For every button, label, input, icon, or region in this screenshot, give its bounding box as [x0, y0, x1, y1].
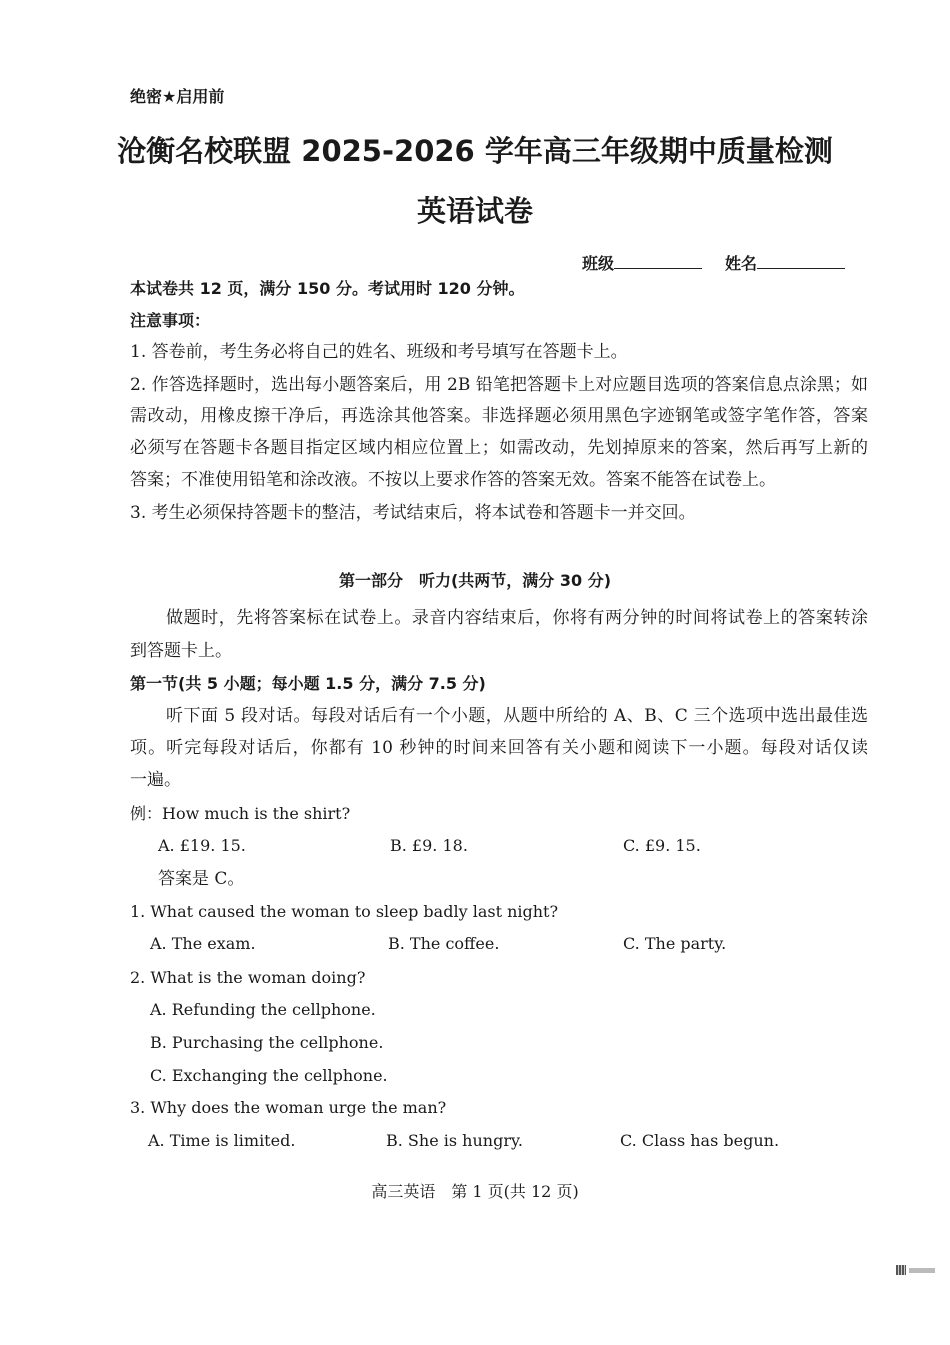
notice-line: 必须写在答题卡各题目指定区域内相应位置上；如需改动，先划掉原来的答案，然后再写上新的: [130, 438, 868, 458]
q2-option-b: B. Purchasing the cellphone.: [150, 1033, 384, 1052]
q1-option-c: C. The party.: [623, 934, 727, 953]
section1-intro: 听下面 5 段对话。每段对话后有一个小题，从题中所给的 A、B、C 三个选项中选出最佳选: [166, 706, 868, 726]
class-label: 班级: [582, 254, 615, 273]
question-1: 1. What caused the woman to sleep badly last night?: [130, 902, 559, 921]
notice-heading: 注意事项：: [130, 311, 211, 330]
example-option-a: A. £19. 15.: [158, 836, 246, 855]
question-2: 2. What is the woman doing?: [130, 968, 366, 987]
subject-title: 英语试卷: [416, 194, 533, 228]
notice-line: 2. 作答选择题时，选出每小题答案后，用 2B 铅笔把答题卡上对应题目选项的答案信息点涂黑；如: [130, 375, 868, 395]
watermark-logo-icon: [896, 1264, 936, 1276]
q3-option-a: A. Time is limited.: [148, 1131, 296, 1150]
example-answer: 答案是 C。: [158, 869, 245, 889]
example-option-c: C. £9. 15.: [623, 836, 701, 855]
q1-option-b: B. The coffee.: [388, 934, 500, 953]
section1-intro: 项。听完每段对话后，你都有 10 秒钟的时间来回答有关小题和阅读下一小题。每段对话仅读: [130, 738, 868, 758]
section1-intro: 一遍。: [130, 770, 181, 790]
example-question: 例：How much is the shirt?: [130, 804, 351, 823]
name-label: 姓名: [725, 254, 758, 273]
notice-line: 1. 答卷前，考生务必将自己的姓名、班级和考号填写在答题卡上。: [130, 342, 628, 362]
name-field[interactable]: [725, 252, 845, 275]
q1-option-a: A. The exam.: [150, 934, 256, 953]
question-3: 3. Why does the woman urge the man?: [130, 1098, 447, 1117]
example-option-b: B. £9. 18.: [390, 836, 468, 855]
page-footer: 高三英语 第 1 页(共 12 页): [371, 1182, 579, 1201]
notice-line: 需改动，用橡皮擦干净后，再选涂其他答案。非选择题必须用黑色字迹钢笔或签字笔作答，答案: [130, 406, 868, 426]
part1-intro: 到答题卡上。: [130, 641, 232, 661]
notice-line: 答案；不准使用铅笔和涂改液。不按以上要求作答的答案无效。答案不能答在试卷上。: [130, 470, 776, 490]
notice-line: 3. 考生必须保持答题卡的整洁，考试结束后，将本试卷和答题卡一并交回。: [130, 503, 696, 523]
confidential-label: 绝密★启用前: [130, 87, 225, 106]
q3-option-c: C. Class has begun.: [620, 1131, 780, 1150]
part1-heading: 第一部分 听力(共两节，满分 30 分): [338, 571, 612, 590]
part1-intro: 做题时，先将答案标在试卷上。录音内容结束后，你将有两分钟的时间将试卷上的答案转涂: [166, 608, 868, 628]
exam-title: 沧衡名校联盟 2025-2026 学年高三年级期中质量检测: [117, 134, 833, 168]
exam-info: 本试卷共 12 页，满分 150 分。考试用时 120 分钟。: [130, 279, 525, 298]
q2-option-a: A. Refunding the cellphone.: [150, 1000, 376, 1019]
class-field[interactable]: [582, 252, 702, 275]
q3-option-b: B. She is hungry.: [386, 1131, 523, 1150]
q2-option-c: C. Exchanging the cellphone.: [150, 1066, 388, 1085]
section1-heading: 第一节(共 5 小题；每小题 1.5 分，满分 7.5 分): [130, 674, 486, 693]
